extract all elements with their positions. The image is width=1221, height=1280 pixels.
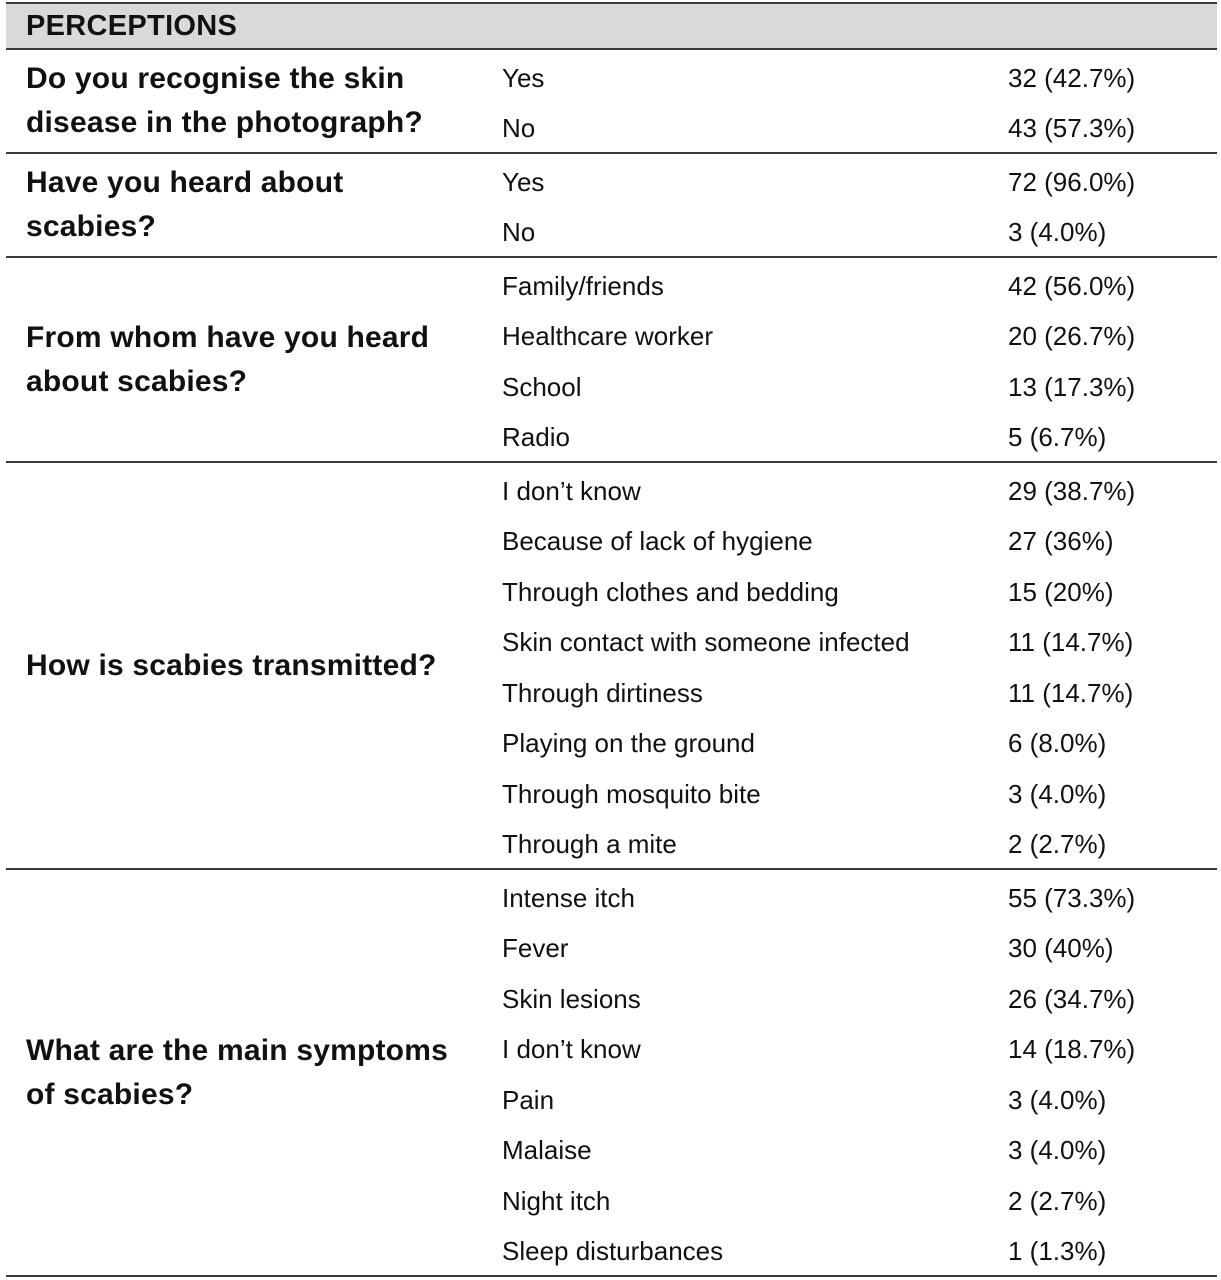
count-value: 6 (8.0%) xyxy=(1008,728,1107,759)
count-value: 2 (2.7%) xyxy=(1008,1185,1107,1216)
count-value: 15 (20%) xyxy=(1008,576,1114,607)
table-row xyxy=(6,820,1217,871)
answer-label: School xyxy=(502,371,582,402)
count-value: 3 (4.0%) xyxy=(1008,1135,1107,1166)
question-label: Do you recognise the skin disease in the photograph? xyxy=(26,62,423,139)
table-row xyxy=(6,466,1217,517)
answer-label: Through a mite xyxy=(502,829,677,860)
answer-label: Sleep disturbances xyxy=(502,1236,724,1267)
table-row xyxy=(6,1025,1217,1076)
question-label: From whom have you heard about scabies? xyxy=(26,320,430,398)
answer-label: Intense itch xyxy=(502,882,635,913)
answer-label: Skin lesions xyxy=(502,983,641,1014)
table-row xyxy=(6,618,1217,669)
count-value: 27 (36%) xyxy=(1008,526,1114,557)
answer-label: Healthcare worker xyxy=(502,321,713,352)
answer-label: Radio xyxy=(502,422,570,453)
answer-label: No xyxy=(502,217,536,248)
answer-label: Yes xyxy=(502,62,545,93)
question-section xyxy=(6,870,1217,1277)
answer-label: Yes xyxy=(502,166,545,197)
count-value: 14 (18.7%) xyxy=(1008,1034,1136,1065)
count-value: 13 (17.3%) xyxy=(1008,371,1136,402)
answer-label: Through dirtiness xyxy=(502,677,703,708)
answer-label: Through mosquito bite xyxy=(502,778,761,809)
table-row xyxy=(6,1126,1217,1177)
table-row xyxy=(6,413,1217,464)
answer-label: No xyxy=(502,113,536,144)
question-section xyxy=(6,154,1217,258)
table-row xyxy=(6,1075,1217,1126)
count-value: 11 (14.7%) xyxy=(1008,677,1134,708)
question-label: What are the main symptoms of scabies? xyxy=(26,1033,448,1111)
answer-label: Night itch xyxy=(502,1185,611,1216)
answer-label: Fever xyxy=(502,933,569,964)
table-row xyxy=(6,924,1217,975)
table-row xyxy=(6,769,1217,820)
answer-label: Playing on the ground xyxy=(502,728,755,759)
count-value: 3 (4.0%) xyxy=(1008,778,1107,809)
table-row xyxy=(6,104,1217,155)
count-value: 42 (56.0%) xyxy=(1008,270,1136,301)
count-value: 20 (26.7%) xyxy=(1008,321,1136,352)
question-section xyxy=(6,50,1217,154)
count-value: 29 (38.7%) xyxy=(1008,475,1136,506)
table-row xyxy=(6,261,1217,312)
count-value: 3 (4.0%) xyxy=(1008,1084,1107,1115)
answer-label: Pain xyxy=(502,1084,555,1115)
count-value: 30 (40%) xyxy=(1008,933,1114,964)
table-row xyxy=(6,567,1217,618)
question-section xyxy=(6,463,1217,870)
answer-label: Because of lack of hygiene xyxy=(502,526,813,557)
table-row xyxy=(6,1176,1217,1227)
count-value: 3 (4.0%) xyxy=(1008,217,1107,248)
question-label: How is scabies transmitted? xyxy=(26,648,437,682)
table-body xyxy=(6,50,1217,1277)
table-row xyxy=(6,157,1217,208)
table-row xyxy=(6,208,1217,259)
table-row xyxy=(6,53,1217,104)
table-row xyxy=(6,1227,1217,1278)
count-value: 5 (6.7%) xyxy=(1008,422,1107,453)
table-row xyxy=(6,873,1217,924)
answer-label: Malaise xyxy=(502,1135,592,1166)
table-row xyxy=(6,719,1217,770)
table-row xyxy=(6,517,1217,568)
answer-label: I don’t know xyxy=(502,1034,641,1065)
table-row xyxy=(6,974,1217,1025)
count-value: 26 (34.7%) xyxy=(1008,983,1136,1014)
answer-label: Through clothes and bedding xyxy=(502,576,839,607)
answer-label: Family/friends xyxy=(502,270,664,301)
table-header xyxy=(6,2,1217,50)
perceptions-table xyxy=(6,2,1217,1277)
count-value: 1 (1.3%) xyxy=(1008,1236,1107,1267)
question-label: Have you heard about scabies? xyxy=(26,166,344,243)
count-value: 55 (73.3%) xyxy=(1008,882,1136,913)
count-value: 72 (96.0%) xyxy=(1008,166,1136,197)
table-row xyxy=(6,312,1217,363)
table-row xyxy=(6,362,1217,413)
count-value: 11 (14.7%) xyxy=(1008,627,1134,658)
header-title: PERCEPTIONS xyxy=(26,9,238,42)
answer-label: Skin contact with someone infected xyxy=(502,627,910,658)
count-value: 43 (57.3%) xyxy=(1008,113,1136,144)
count-value: 32 (42.7%) xyxy=(1008,62,1136,93)
count-value: 2 (2.7%) xyxy=(1008,829,1107,860)
table-row xyxy=(6,668,1217,719)
question-section xyxy=(6,258,1217,463)
answer-label: I don’t know xyxy=(502,475,641,506)
